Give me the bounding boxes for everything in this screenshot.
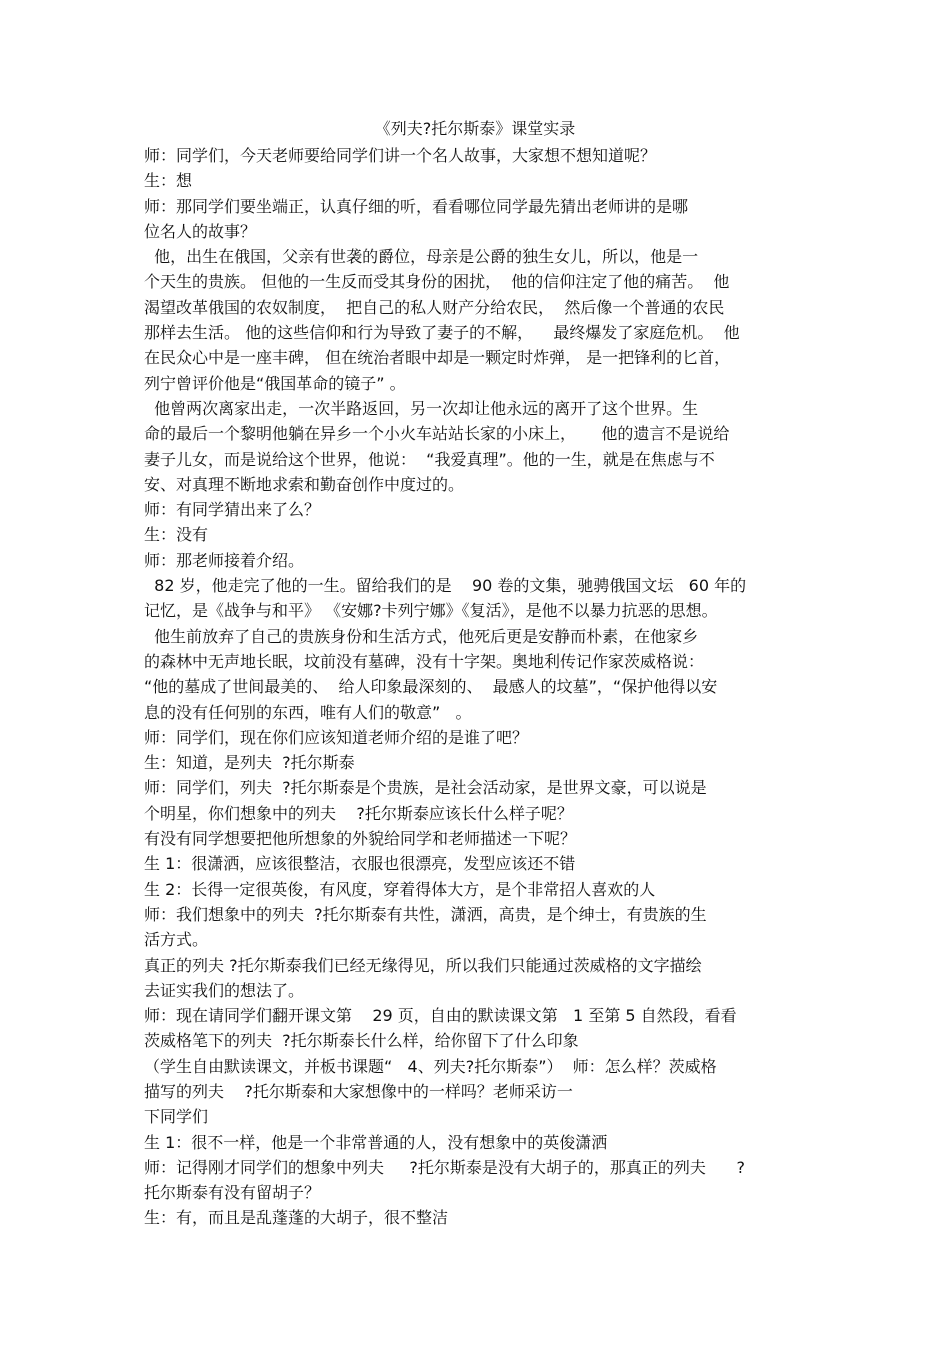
text-line: 师：记得刚才同学们的想象中列夫 ?托尔斯泰是没有大胡子的，那真正的列夫 ? (144, 1157, 745, 1177)
text-line: 师：我们想象中的列夫 ?托尔斯泰有共性，潇洒，高贵，是个绅士，有贵族的生 (144, 904, 707, 924)
text-line: 82 岁，他走完了他的一生。留给我们的是 90 卷的文集，驰骋俄国文坛 60 年的 (144, 576, 747, 596)
text-line: 生 1：很潇洒，应该很整洁，衣服也很漂亮，发型应该还不错 (144, 854, 576, 874)
text-line: 在民众心中是一座丰碑， 但在统治者眼中却是一颗定时炸弹， 是一把锋利的匕首， (144, 348, 731, 368)
text-line: 师：有同学猜出来了么？ (144, 500, 321, 520)
text-line: 渴望改革俄国的农奴制度， 把自己的私人财产分给农民， 然后像一个普通的农民 (144, 297, 725, 317)
text-line: 描写的列夫 ?托尔斯泰和大家想像中的一样吗？老师采访一 (144, 1081, 573, 1101)
text-line: 下同学们 (144, 1107, 209, 1127)
text-line: 的森林中无声地长眠，坟前没有墓碑，没有十字架。奥地利传记作家茨威格说： (144, 651, 705, 671)
text-line: 师：那老师接着介绍。 (144, 550, 305, 570)
text-line: 活方式。 (144, 930, 209, 950)
text-line: 去证实我们的想法了。 (144, 980, 305, 1000)
text-line: 列宁曾评价他是“俄国革命的镜子” 。 (144, 373, 406, 393)
text-line: 生：想 (144, 171, 193, 191)
text-line: 托尔斯泰有没有留胡子？ (144, 1183, 321, 1203)
text-line: 个明星，你们想象中的列夫 ?托尔斯泰应该长什么样子呢？ (144, 803, 573, 823)
text-line: 息的没有任何别的东西，唯有人们的敬意” 。 (144, 702, 472, 722)
text-line: 个天生的贵族。 但他的一生反而受其身份的困扰， 他的信仰注定了他的痛苦。 他 (144, 272, 730, 292)
text-line: 生：有，而且是乱蓬蓬的大胡子，很不整洁 (144, 1208, 449, 1228)
text-line: 师：同学们，现在你们应该知道老师介绍的是谁了吧？ (144, 727, 529, 747)
text-line: 记忆，是《战争与和平》 《安娜?卡列宁娜》《复活》，是他不以暴力抗恶的思想。 (144, 601, 718, 621)
text-line: 他，出生在俄国，父亲有世袭的爵位，母亲是公爵的独生女儿，所以，他是一 (144, 247, 699, 267)
text-line: 真正的列夫 ?托尔斯泰我们已经无缘得见，所以我们只能通过茨威格的文字描绘 (144, 955, 702, 975)
text-line: 生：没有 (144, 525, 209, 545)
text-line: 师：那同学们要坐端正，认真仔细的听，看看哪位同学最先猜出老师讲的是哪 (144, 196, 689, 216)
text-line: 他曾两次离家出走，一次半路返回，另一次却让他永远的离开了这个世界。生 (144, 398, 699, 418)
text-line: 命的最后一个黎明他躺在异乡一个小火车站站长家的小床上， 他的遗言不是说给 (144, 424, 730, 444)
text-line: 安、对真理不断地求索和勤奋创作中度过的。 (144, 474, 465, 494)
text-line: 妻子儿女，而是说给这个世界，他说： “我爱真理”。他的一生，就是在焦虑与不 (144, 449, 715, 469)
text-line: 茨威格笔下的列夫 ?托尔斯泰长什么样，给你留下了什么印象 (144, 1031, 579, 1051)
text-line: 生 1：很不一样，他是一个非常普通的人，没有想象中的英俊潇洒 (144, 1132, 608, 1152)
text-line: 师：现在请同学们翻开课文第 29 页，自由的默读课文第 1 至第 5 自然段，看看 (144, 1006, 737, 1026)
text-line: 位名人的故事？ (144, 221, 257, 241)
document-body (144, 143, 824, 1231)
text-line: 师：同学们，列夫 ?托尔斯泰是个贵族，是社会活动家，是世界文豪，可以说是 (144, 778, 707, 798)
text-line: 他生前放弃了自己的贵族身份和生活方式，他死后更是安静而朴素，在他家乡 (144, 626, 699, 646)
document-title: 《列夫?托尔斯泰》课堂实录 (374, 119, 576, 138)
text-line: 师：同学们，今天老师要给同学们讲一个名人故事，大家想不想知道呢？ (144, 146, 657, 165)
text-line: 生 2：长得一定很英俊，有风度，穿着得体大方，是个非常招人喜欢的人 (144, 879, 656, 899)
text-line: 有没有同学想要把他所想象的外貌给同学和老师描述一下呢？ (144, 829, 577, 849)
text-line: 那样去生活。 他的这些信仰和行为导致了妻子的不解， 最终爆发了家庭危机。 他 (144, 323, 740, 343)
text-line: （学生自由默读课文，并板书课题“ 4、列夫?托尔斯泰”） 师：怎么样？茨威格 (144, 1056, 717, 1076)
text-line: 生：知道，是列夫 ?托尔斯泰 (144, 753, 355, 773)
text-line: “他的墓成了世间最美的、 给人印象最深刻的、 最感人的坟墓”，“保护他得以安 (144, 677, 718, 697)
